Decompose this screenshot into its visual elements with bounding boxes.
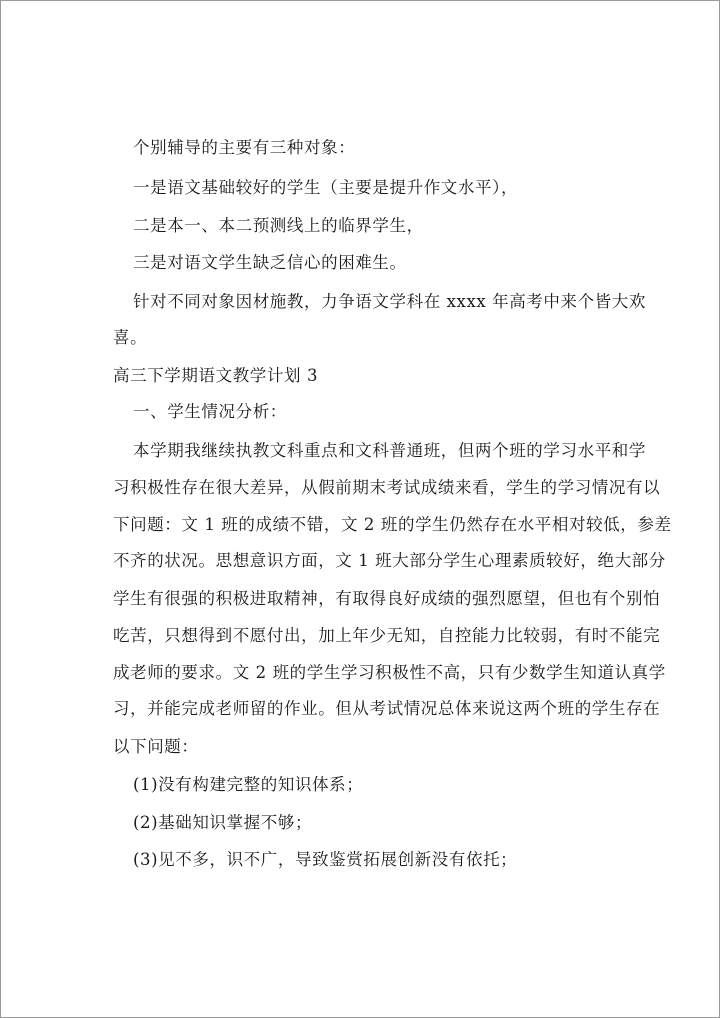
paragraph-line: 成老师的要求。文 2 班的学生学习积极性不高，只有少数学生知道认真学 xyxy=(113,663,666,682)
paragraph-line: 本学期我继续执教文科重点和文科普通班，但两个班的学习水平和学 xyxy=(133,441,646,460)
list-item: (1)没有构建完整的知识体系； xyxy=(133,775,364,794)
paragraph-line: 以下问题： xyxy=(113,737,199,756)
paragraph-line: 吃苦，只想得到不愿付出，加上年少无知，自控能力比较弱，有时不能完 xyxy=(113,626,661,645)
paragraph-line: 学生有很强的积极进取精神，有取得良好成绩的强烈愿望，但也有个别怕 xyxy=(113,589,661,608)
section-heading-student-analysis: 一、学生情况分析： xyxy=(133,402,287,421)
list-item: (2)基础知识掌握不够； xyxy=(133,813,313,832)
paragraph-target-two: 二是本一、本二预测线上的临界学生， xyxy=(133,216,424,235)
paragraph-line: 不齐的状况。思想意识方面，文 1 班大部分学生心理素质较好，绝大部分 xyxy=(113,551,666,570)
paragraph-continuation: 喜。 xyxy=(113,328,148,347)
list-item: (3)见不多，识不广，导致鉴赏拓展创新没有依托； xyxy=(133,850,518,869)
paragraph-line: 习积极性存在很大差异，从假前期末考试成绩来看，学生的学习情况有以 xyxy=(113,478,661,497)
paragraph-line: 下问题：文 1 班的成绩不错，文 2 班的学生仍然存在水平相对较低，参差 xyxy=(113,515,672,534)
paragraph-targeted-teaching: 针对不同对象因材施教，力争语文学科在 xxxx 年高考中来个皆大欢 xyxy=(133,292,647,311)
paragraph-target-one: 一是语文基础较好的学生（主要是提升作文水平）， xyxy=(133,178,519,197)
paragraph-tutoring-targets: 个别辅导的主要有三种对象： xyxy=(133,138,356,157)
paragraph-line: 习，并能完成老师留的作业。但从考试情况总体来说这两个班的学生存在 xyxy=(113,699,661,718)
section-title: 高三下学期语文教学计划 3 xyxy=(113,366,319,385)
paragraph-target-three: 三是对语文学生缺乏信心的困难生。 xyxy=(133,253,407,272)
